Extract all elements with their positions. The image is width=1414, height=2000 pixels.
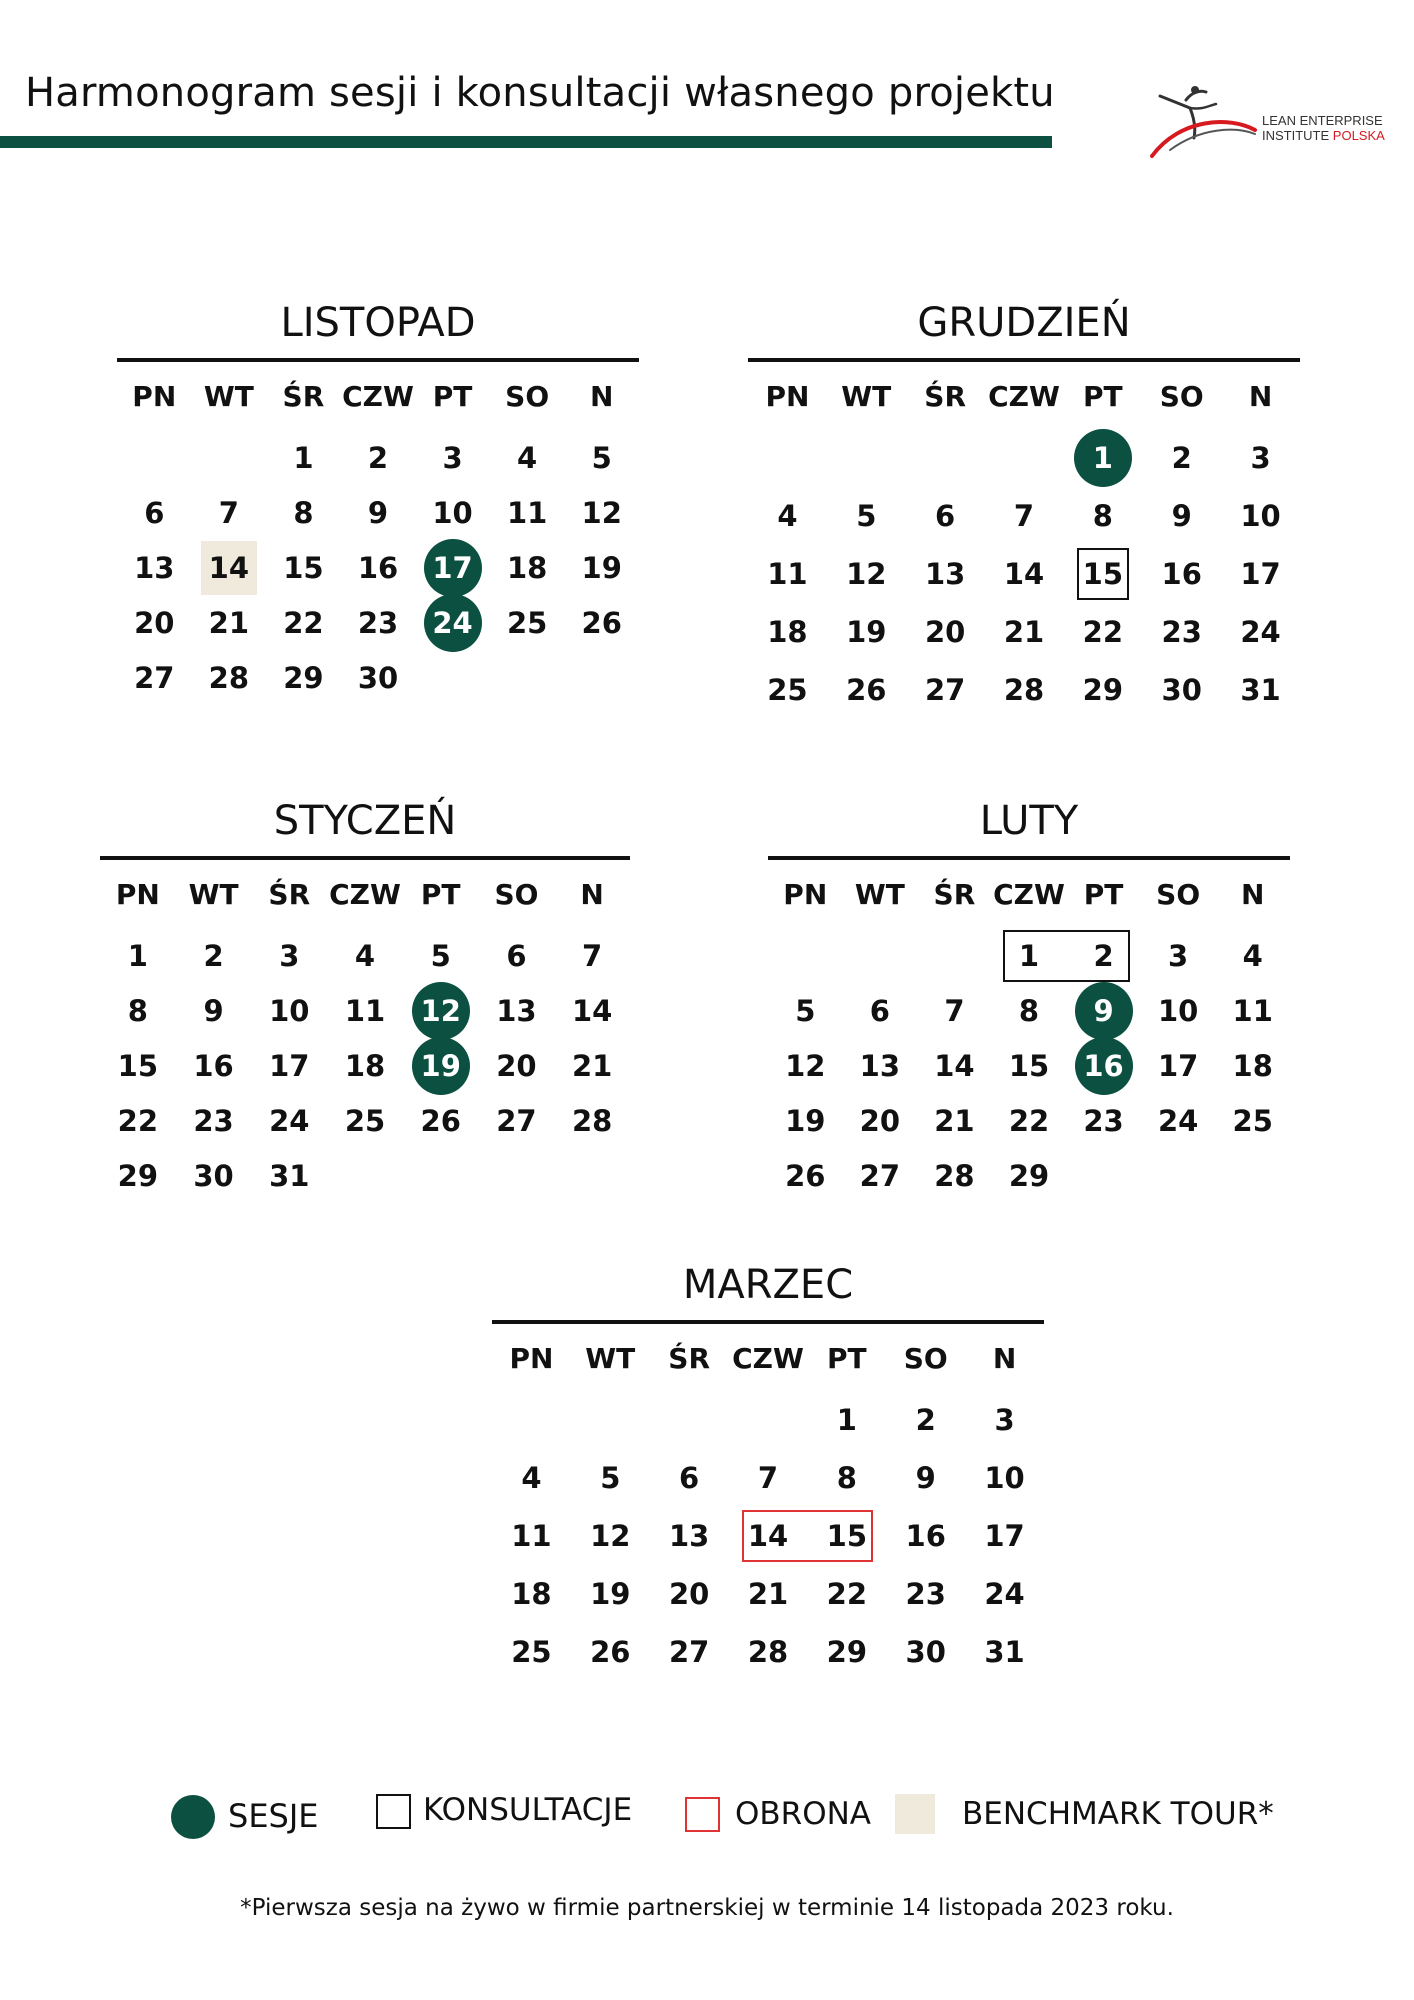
weekday-header: ŚR [924, 380, 967, 413]
calendar-day: 19 [846, 615, 887, 649]
calendar-day: 13 [668, 1519, 710, 1553]
calendar-day: 12 [590, 1519, 631, 1553]
calendar-day: 29 [1082, 673, 1124, 707]
calendar-day: 28 [934, 1159, 975, 1193]
calendar-day: 14 [747, 1519, 789, 1553]
calendar-day: 4 [354, 939, 376, 973]
month-title-styczen: STYCZEŃ [273, 798, 457, 844]
calendar-grudzien [748, 300, 1300, 720]
calendar-day: 6 [679, 1461, 700, 1495]
calendar-day: 14 [934, 1049, 975, 1083]
calendar-day: 2 [1171, 441, 1192, 475]
calendar-day: 2 [1093, 939, 1114, 973]
calendar-styczen [100, 798, 630, 1208]
calendar-day: 13 [859, 1049, 901, 1083]
calendar-day: 26 [590, 1635, 631, 1669]
calendar-day: 23 [1083, 1104, 1124, 1138]
calendar-day: 8 [1018, 994, 1040, 1028]
calendar-day: 5 [430, 939, 451, 973]
month-title-luty: LUTY [979, 798, 1079, 844]
calendar-day: 22 [1082, 615, 1124, 649]
weekday-header: N [992, 1342, 1017, 1375]
calendar-day: 24 [432, 606, 473, 640]
calendar-day: 1 [293, 441, 314, 475]
calendar-day: 4 [517, 441, 538, 475]
calendar-day: 8 [1092, 499, 1113, 533]
calendar-day: 27 [134, 661, 175, 695]
calendar-marzec [492, 1262, 1044, 1692]
calendar-day: 17 [269, 1049, 310, 1083]
calendar-day: 23 [905, 1577, 946, 1611]
month-title-grudzien: GRUDZIEŃ [917, 300, 1131, 346]
calendar-day: 17 [1157, 1049, 1199, 1083]
calendar-day: 11 [506, 496, 548, 530]
calendar-day: 4 [521, 1461, 542, 1495]
calendar-day: 12 [581, 496, 622, 530]
calendar-day: 12 [420, 994, 461, 1028]
weekday-header: PN [765, 380, 810, 413]
legend-benchmark-swatch [895, 1794, 935, 1834]
legend-session-label: SESJE [228, 1797, 319, 1835]
calendar-day: 4 [1242, 939, 1263, 973]
calendar-day: 26 [581, 606, 622, 640]
calendar-day: 15 [1082, 557, 1124, 591]
calendar-day: 5 [795, 994, 816, 1028]
calendar-day: 6 [506, 939, 527, 973]
calendar-day: 9 [367, 496, 389, 530]
calendar-day: 25 [1232, 1104, 1273, 1138]
calendar-day: 1 [1092, 441, 1113, 475]
weekday-header: ŚR [668, 1342, 711, 1375]
calendar-day: 20 [668, 1577, 710, 1611]
calendar-day: 31 [269, 1159, 310, 1193]
weekday-header: N [580, 878, 604, 911]
calendar-day: 24 [269, 1104, 310, 1138]
weekday-header: N [1248, 380, 1273, 413]
logo-text [1262, 113, 1385, 143]
calendar-day: 21 [208, 606, 250, 640]
calendar-day: 18 [344, 1049, 386, 1083]
calendar-day: 7 [218, 496, 239, 530]
weekday-header: SO [494, 878, 539, 911]
calendar-day: 10 [269, 994, 310, 1028]
calendar-day: 26 [420, 1104, 461, 1138]
calendar-day: 20 [134, 606, 175, 640]
legend-consultation-label: KONSULTACJE [423, 1792, 633, 1828]
calendar-day: 5 [600, 1461, 621, 1495]
calendar-day: 5 [856, 499, 877, 533]
weekday-header: N [589, 380, 614, 413]
calendar-day: 4 [777, 499, 798, 533]
calendar-day: 10 [984, 1461, 1025, 1495]
weekday-header: SO [1156, 878, 1201, 911]
calendar-day: 15 [1008, 1049, 1050, 1083]
weekday-header: SO [903, 1342, 948, 1375]
calendar-day: 3 [994, 1403, 1015, 1437]
calendar-day: 5 [591, 441, 612, 475]
calendar-day: 8 [836, 1461, 857, 1495]
weekday-header: PN [132, 380, 177, 413]
calendar-day: 20 [496, 1049, 537, 1083]
weekday-header: ŚR [933, 878, 976, 911]
calendar-day: 27 [859, 1159, 901, 1193]
calendar-day: 8 [293, 496, 314, 530]
calendar-day: 16 [357, 551, 399, 585]
calendar-day: 16 [1083, 1049, 1124, 1083]
weekday-header: ŚR [268, 878, 311, 911]
calendar-day: 22 [117, 1104, 159, 1138]
calendar-day: 28 [571, 1104, 613, 1138]
calendar-day: 6 [869, 994, 890, 1028]
weekday-header: PT [420, 878, 461, 911]
calendar-day: 14 [208, 551, 250, 585]
legend-consultation-swatch [376, 1794, 411, 1829]
calendar-day: 28 [1003, 673, 1045, 707]
weekday-header: SO [1159, 380, 1204, 413]
calendar-day: 3 [1250, 441, 1271, 475]
calendar-day: 7 [1013, 499, 1035, 533]
weekday-header: CZW [329, 878, 401, 911]
weekday-header: WT [854, 878, 905, 911]
calendar-day: 17 [984, 1519, 1025, 1553]
calendar-day: 1 [127, 939, 148, 973]
calendar-day: 9 [915, 1461, 936, 1495]
calendar-day: 1 [836, 1403, 857, 1437]
weekday-header: SO [505, 380, 550, 413]
legend-benchmark-label: BENCHMARK TOUR* [962, 1796, 1274, 1832]
calendar-day: 27 [496, 1104, 537, 1138]
weekday-header: CZW [993, 878, 1065, 911]
title-underline [0, 136, 1052, 148]
calendar-day: 29 [826, 1635, 868, 1669]
month-rule [748, 358, 1300, 362]
calendar-day: 19 [590, 1577, 631, 1611]
weekday-header: PT [1083, 380, 1123, 413]
calendar-day: 26 [785, 1159, 826, 1193]
month-rule [100, 856, 630, 860]
calendar-day: 22 [826, 1577, 868, 1611]
weekday-header: ŚR [282, 380, 325, 413]
month-title-listopad: LISTOPAD [280, 300, 476, 346]
calendar-day: 21 [571, 1049, 613, 1083]
calendar-day: 11 [1232, 994, 1273, 1028]
month-rule [117, 358, 639, 362]
calendar-day: 17 [432, 551, 473, 585]
calendar-day: 23 [357, 606, 399, 640]
calendar-day: 16 [193, 1049, 234, 1083]
calendar-day: 18 [511, 1577, 552, 1611]
calendar-day: 30 [1161, 673, 1202, 707]
weekday-header: CZW [988, 380, 1060, 413]
legend-session-swatch [171, 1795, 215, 1839]
calendar-day: 21 [934, 1104, 975, 1138]
month-rule [768, 856, 1290, 860]
weekday-header: PT [827, 1342, 867, 1375]
calendar-day: 15 [283, 551, 324, 585]
logo-institute: INSTITUTE [1262, 128, 1330, 143]
calendar-day: 9 [1171, 499, 1192, 533]
calendar-day: 24 [1240, 615, 1281, 649]
calendar-day: 17 [1240, 557, 1281, 591]
calendar-day: 19 [420, 1049, 461, 1083]
calendar-day: 26 [846, 673, 887, 707]
calendar-day: 18 [767, 615, 808, 649]
calendar-day: 3 [1168, 939, 1189, 973]
calendar-day: 31 [984, 1635, 1025, 1669]
calendar-day: 25 [506, 606, 548, 640]
weekday-header: N [1240, 878, 1265, 911]
calendar-day: 22 [1008, 1104, 1050, 1138]
calendar-day: 12 [785, 1049, 826, 1083]
weekday-header: CZW [732, 1342, 804, 1375]
calendar-day: 28 [208, 661, 250, 695]
calendar-day: 1 [1018, 939, 1040, 973]
calendar-day: 7 [757, 1461, 779, 1495]
calendar-day: 2 [915, 1403, 936, 1437]
calendar-day: 14 [1003, 557, 1045, 591]
calendar-day: 28 [747, 1635, 789, 1669]
calendar-day: 3 [442, 441, 463, 475]
calendar-day: 20 [924, 615, 966, 649]
calendar-day: 24 [1157, 1104, 1199, 1138]
calendar-day: 8 [127, 994, 148, 1028]
calendar-day: 9 [1093, 994, 1114, 1028]
calendar-day: 11 [767, 557, 808, 591]
logo-polska: POLSKA [1332, 128, 1385, 143]
calendar-day: 27 [924, 673, 966, 707]
calendar-day: 23 [1161, 615, 1202, 649]
calendar-day: 11 [511, 1519, 552, 1553]
footnote: *Pierwsza sesja na żywo w firmie partnerskiej w terminie 14 listopada 2023 roku. [240, 1895, 1174, 1921]
weekday-header: WT [203, 380, 254, 413]
logo-line-2 [1262, 128, 1385, 143]
calendar-listopad [117, 300, 639, 720]
calendar-day: 2 [203, 939, 224, 973]
calendar-day: 2 [367, 441, 389, 475]
calendar-day: 9 [203, 994, 224, 1028]
calendar-day: 30 [357, 661, 399, 695]
calendar-day: 29 [283, 661, 324, 695]
calendar-day: 6 [935, 499, 956, 533]
calendar-day: 21 [747, 1577, 789, 1611]
calendar-day: 23 [193, 1104, 234, 1138]
calendar-day: 25 [767, 673, 808, 707]
calendar-day: 30 [193, 1159, 234, 1193]
weekday-header: PN [509, 1342, 554, 1375]
calendar-day: 10 [432, 496, 473, 530]
calendar-day: 7 [582, 939, 603, 973]
weekday-header: WT [585, 1342, 636, 1375]
weekday-header: PT [432, 380, 473, 413]
weekday-header: WT [841, 380, 892, 413]
logo-line-1: LEAN ENTERPRISE [1262, 113, 1383, 128]
calendar-day: 6 [144, 496, 165, 530]
weekday-header: WT [188, 878, 239, 911]
calendar-day: 15 [826, 1519, 868, 1553]
calendar-day: 7 [944, 994, 965, 1028]
calendar-day: 10 [1157, 994, 1199, 1028]
month-title-marzec: MARZEC [682, 1262, 854, 1308]
calendar-day: 12 [846, 557, 887, 591]
calendar-day: 29 [1008, 1159, 1050, 1193]
calendar-day: 22 [283, 606, 324, 640]
legend-defense-swatch [685, 1797, 720, 1832]
calendar-day: 11 [344, 994, 386, 1028]
calendar-day: 16 [905, 1519, 946, 1553]
calendar-day: 13 [496, 994, 537, 1028]
weekday-header: CZW [342, 380, 414, 413]
calendar-day: 21 [1003, 615, 1045, 649]
calendar-day: 18 [1232, 1049, 1273, 1083]
calendar-day: 13 [134, 551, 175, 585]
calendar-day: 3 [279, 939, 300, 973]
calendar-day: 19 [785, 1104, 826, 1138]
calendar-day: 20 [859, 1104, 901, 1138]
calendar-day: 25 [344, 1104, 386, 1138]
calendar-day: 25 [511, 1635, 552, 1669]
legend-defense-label: OBRONA [735, 1796, 872, 1832]
weekday-header: PN [783, 878, 828, 911]
month-rule [492, 1320, 1044, 1324]
calendar-day: 19 [581, 551, 622, 585]
calendar-day: 27 [668, 1635, 710, 1669]
calendar-day: 24 [984, 1577, 1025, 1611]
calendar-day: 30 [905, 1635, 946, 1669]
calendar-day: 15 [117, 1049, 159, 1083]
calendar-day: 16 [1161, 557, 1202, 591]
calendar-day: 10 [1240, 499, 1281, 533]
weekday-header: PT [1083, 878, 1124, 911]
calendar-day: 14 [571, 994, 613, 1028]
calendar-luty [768, 798, 1290, 1208]
calendar-day: 13 [924, 557, 966, 591]
calendar-day: 18 [506, 551, 548, 585]
page-title: Harmonogram sesji i konsultacji własnego projektu [25, 70, 1055, 116]
calendar-day: 31 [1240, 673, 1281, 707]
weekday-header: PN [115, 878, 160, 911]
calendar-day: 29 [117, 1159, 159, 1193]
